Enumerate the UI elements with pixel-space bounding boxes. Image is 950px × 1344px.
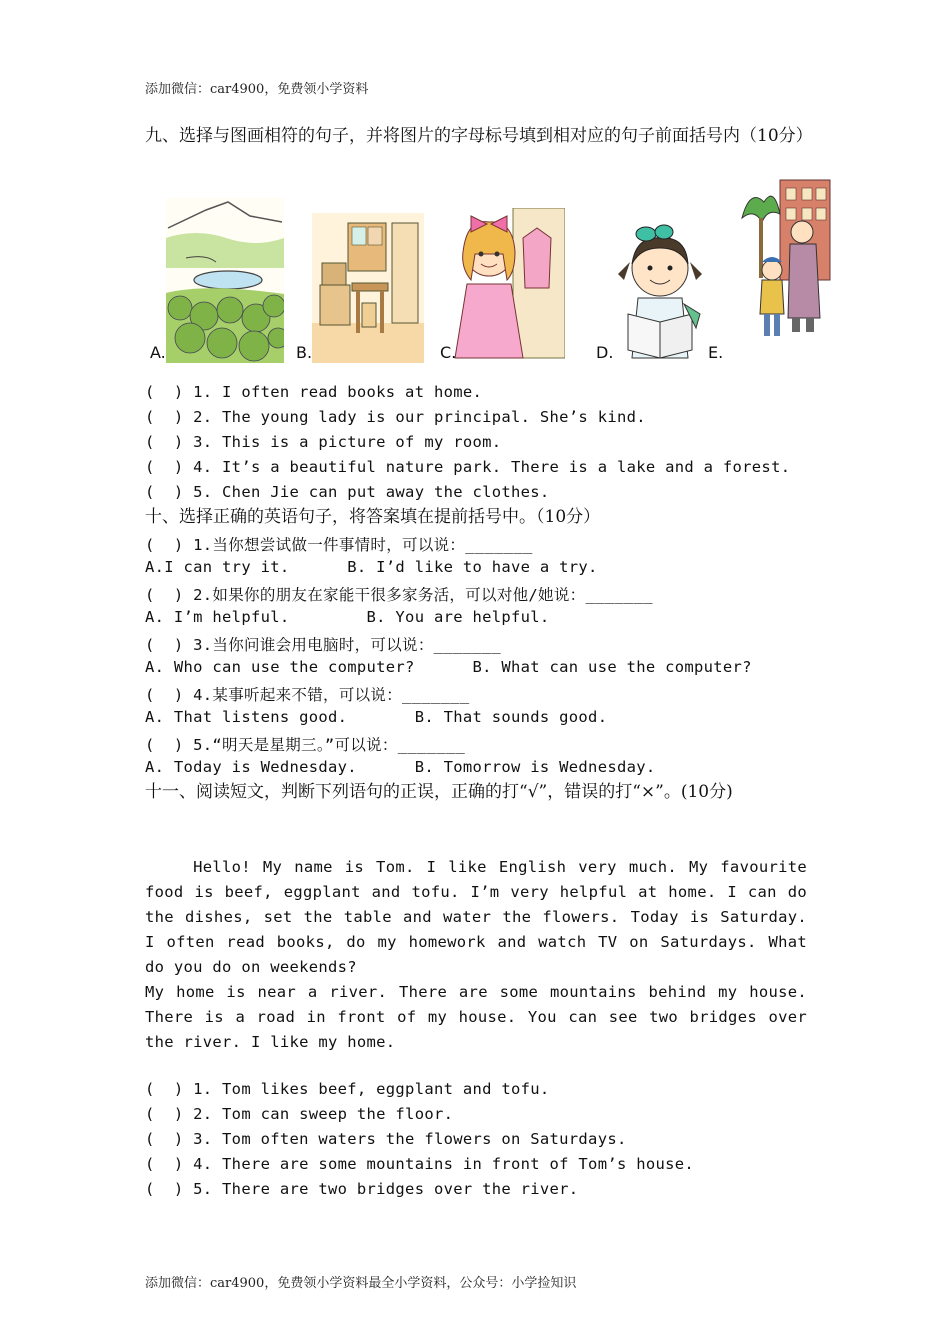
picture-c-letter: C. xyxy=(440,343,457,362)
picture-c-girl-clothes xyxy=(453,208,565,363)
section-10-line-1: ( ) 1.当你想尝试做一件事情时，可以说：_______ xyxy=(145,536,533,554)
section-9-item-3: ( ) 3. This is a picture of my room. xyxy=(145,433,502,451)
section-11-item-2: ( ) 2. Tom can sweep the floor. xyxy=(145,1105,454,1123)
picture-d-girl-reading xyxy=(610,218,710,363)
picture-d-letter: D. xyxy=(596,343,614,362)
section-9-item-1: ( ) 1. I often read books at home. xyxy=(145,383,483,401)
picture-row xyxy=(148,178,838,368)
section-10-line-9: ( ) 5.“明天是星期三。”可以说：_______ xyxy=(145,736,466,754)
picture-e-principal xyxy=(740,178,832,346)
section-10-line-6: A. Who can use the computer? B. What can use the computer? xyxy=(145,658,752,676)
section-11-item-3: ( ) 3. Tom often waters the flowers on Saturdays. xyxy=(145,1130,627,1148)
picture-b-letter: B. xyxy=(296,343,313,362)
section-10-line-4: A. I’m helpful. B. You are helpful. xyxy=(145,608,550,626)
page-header: 添加微信：car4900，免费领小学资料 xyxy=(145,82,369,97)
section-10-line-3: ( ) 2.如果你的朋友在家能干很多家务活，可以对他/她说：_______ xyxy=(145,586,653,604)
picture-a-nature-park xyxy=(166,198,284,363)
section-11-item-5: ( ) 5. There are two bridges over the river. xyxy=(145,1180,579,1198)
section-10-title: 十、选择正确的英语句子，将答案填在提前括号中。（10分） xyxy=(145,507,601,527)
picture-a-letter: A. xyxy=(150,343,166,362)
picture-e-letter: E. xyxy=(708,343,724,362)
section-10-line-5: ( ) 3.当你问谁会用电脑时，可以说：_______ xyxy=(145,636,502,654)
section-10-line-10: A. Today is Wednesday. B. Tomorrow is Wednesday. xyxy=(145,758,656,776)
reading-passage-1: Hello! My name is Tom. I like English very much. My favourite food is beef, eggplant and tofu. I’m very helpful at home. I can do the dishes, set the table and water the flowers. Today is Saturday. I often read books, do my homework and watch TV on Saturdays. What do you do on weekends? xyxy=(145,858,817,976)
section-11-item-1: ( ) 1. Tom likes beef, eggplant and tofu. xyxy=(145,1080,550,1098)
section-10-line-8: A. That listens good. B. That sounds good. xyxy=(145,708,608,726)
page-footer: 添加微信：car4900，免费领小学资料最全小学资料，公众号：小学捡知识 xyxy=(145,1276,577,1291)
section-10-line-7: ( ) 4.某事听起来不错，可以说：_______ xyxy=(145,686,470,704)
section-10-line-2: A.I can try it. B. I’d like to have a try. xyxy=(145,558,598,576)
picture-b-room xyxy=(312,213,424,363)
section-11-item-4: ( ) 4. There are some mountains in front of Tom’s house. xyxy=(145,1155,695,1173)
section-9-title: 九、选择与图画相符的句子，并将图片的字母标号填到相对应的句子前面括号内（10分） xyxy=(145,126,813,146)
section-9-item-2: ( ) 2. The young lady is our principal. She’s kind. xyxy=(145,408,646,426)
section-9-item-4: ( ) 4. It’s a beautiful nature park. There is a lake and a forest. xyxy=(145,458,791,476)
section-9-item-5: ( ) 5. Chen Jie can put away the clothes. xyxy=(145,483,550,501)
section-11-title: 十一、阅读短文，判断下列语句的正误，正确的打“√”，错误的打“×”。(10分) xyxy=(145,782,733,802)
reading-passage-2: My home is near a river. There are some mountains behind my house. There is a road in front of my house. You can see two bridges over the river. I like my home. xyxy=(145,983,807,1051)
